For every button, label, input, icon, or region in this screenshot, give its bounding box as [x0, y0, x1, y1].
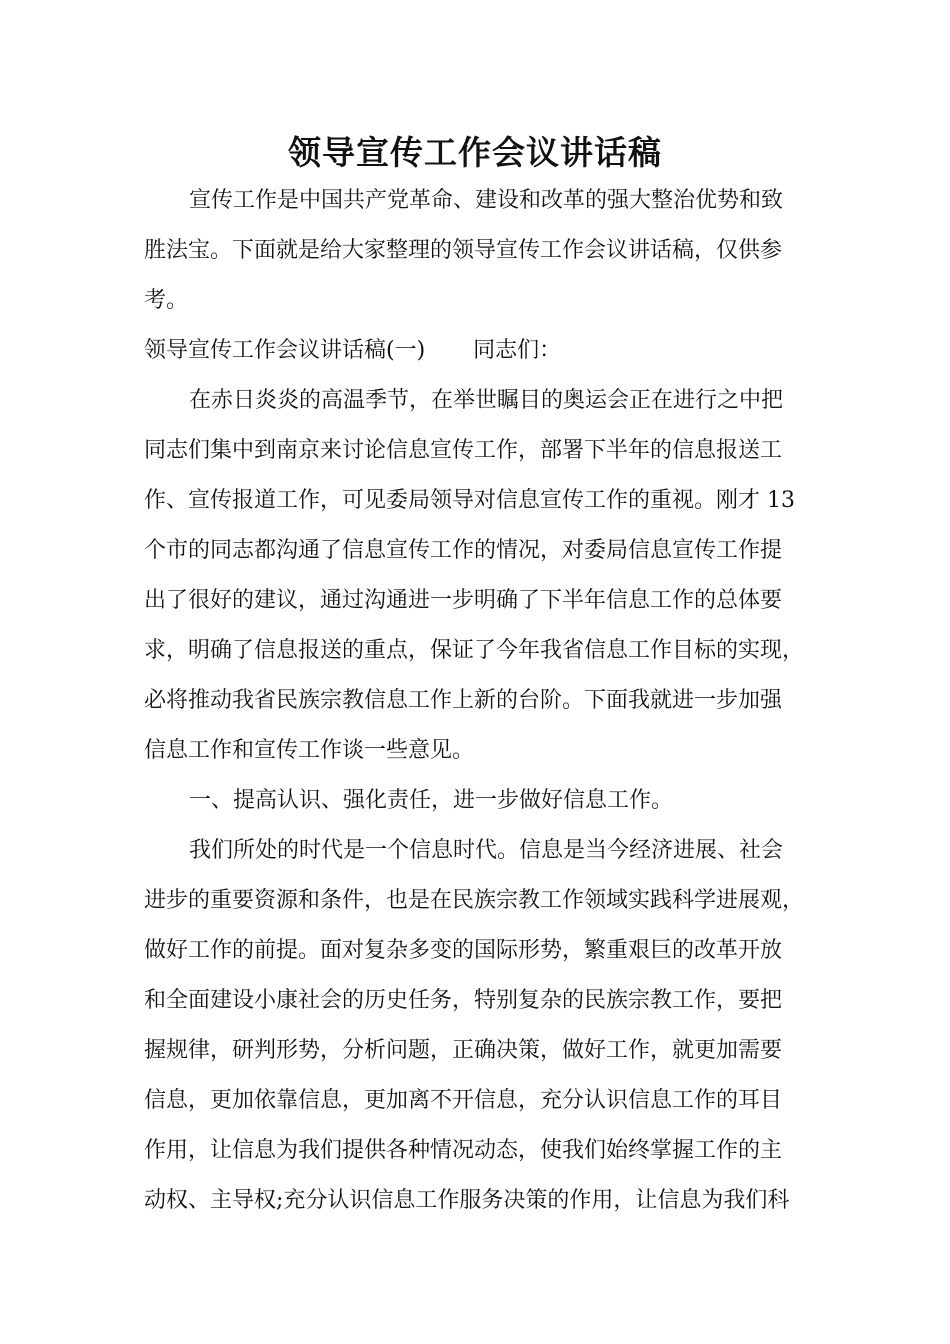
paragraph-line: 考。: [144, 288, 189, 313]
paragraph-line: 在赤日炎炎的高温季节，在举世瞩目的奥运会正在进行之中把: [189, 388, 784, 413]
paragraph-line: 宣传工作是中国共产党革命、建设和改革的强大整治优势和致: [189, 188, 784, 213]
document-body: [144, 176, 814, 1226]
paragraph-line: 同志们集中到南京来讨论信息宣传工作，部署下半年的信息报送工: [144, 438, 783, 463]
paragraph-line: 做好工作的前提。面对复杂多变的国际形势，繁重艰巨的改革开放: [144, 938, 783, 963]
section-heading: 领导宣传工作会议讲话稿(一): [144, 338, 426, 363]
paragraph-line: 作、宣传报道工作，可见委局领导对信息宣传工作的重视。刚才 13: [144, 488, 795, 513]
paragraph-line: 我们所处的时代是一个信息时代。信息是当今经济进展、社会: [189, 838, 784, 863]
section-heading-line: [144, 326, 814, 376]
paragraph-line: 信息，更加依靠信息，更加离不开信息，充分认识信息工作的耳目: [144, 1088, 783, 1113]
document-title: 领导宣传工作会议讲话稿: [288, 133, 662, 172]
paragraph-line: 出了很好的建议，通过沟通进一步明确了下半年信息工作的总体要: [144, 588, 783, 613]
paragraph-line: 个市的同志都沟通了信息宣传工作的情况，对委局信息宣传工作提: [144, 538, 783, 563]
paragraph-line: 信息工作和宣传工作谈一些意见。: [144, 738, 475, 763]
paragraph-line: 动权、主导权;充分认识信息工作服务决策的作用，让信息为我们科: [144, 1188, 790, 1213]
salutation: 同志们：: [473, 338, 562, 363]
paragraph-line: 进步的重要资源和条件，也是在民族宗教工作领域实践科学进展观，: [144, 888, 805, 913]
paragraph-line: 握规律，研判形势，分析问题，正确决策，做好工作，就更加需要: [144, 1038, 783, 1063]
paragraph-line: 和全面建设小康社会的历史任务，特别复杂的民族宗教工作，要把: [144, 988, 783, 1013]
subheading-line: 一、提高认识、强化责任，进一步做好信息工作。: [189, 788, 674, 813]
paragraph-line: 求，明确了信息报送的重点，保证了今年我省信息工作目标的实现，: [144, 638, 805, 663]
paragraph-line: 必将推动我省民族宗教信息工作上新的台阶。下面我就进一步加强: [144, 688, 783, 713]
paragraph-line: 胜法宝。下面就是给大家整理的领导宣传工作会议讲话稿，仅供参: [144, 238, 783, 263]
paragraph-line: 作用，让信息为我们提供各种情况动态，使我们始终掌握工作的主: [144, 1138, 783, 1163]
